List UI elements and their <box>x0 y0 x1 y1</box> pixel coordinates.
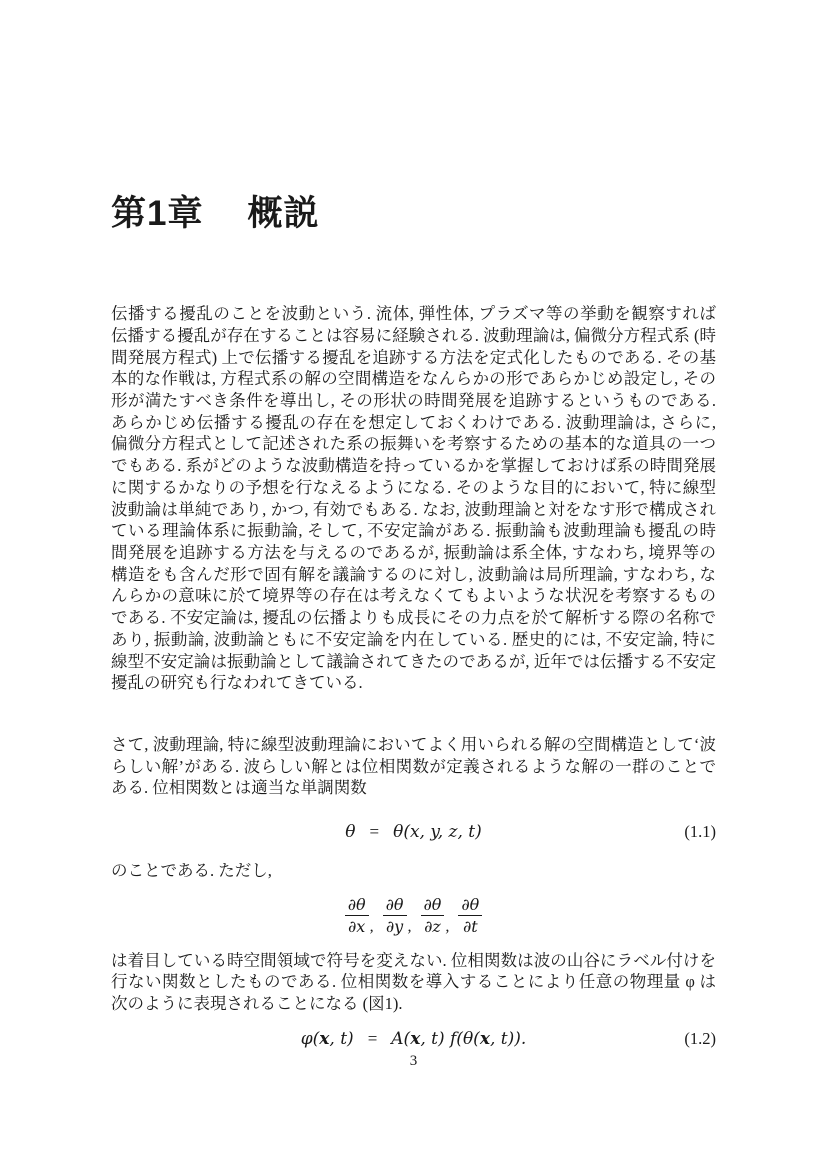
partial-derivatives-display <box>111 890 716 942</box>
interline-text: のことである. ただし, <box>111 861 272 881</box>
paragraph-wavelike-solutions <box>111 734 716 799</box>
equals-sign: = <box>369 822 380 842</box>
equation-1-1 <box>111 820 716 844</box>
text-block <box>111 0 716 1051</box>
comma-separator: , <box>369 917 374 935</box>
text-line: あらかじめ伝播する擾乱の存在を想定しておくわけである. 波動理論は, さらに, <box>111 412 716 432</box>
text-line: 本的な作戦は, 方程式系の解の空間構造をなんらかの形であらかじめ設定し, その <box>111 369 716 389</box>
denominator: ∂x <box>347 917 366 937</box>
phi-term: φ( <box>300 1028 320 1049</box>
page-number: 3 <box>409 1053 418 1069</box>
fraction-dtheta-dz <box>421 895 445 936</box>
text-line: に関するかなりの予想を行なえるようになる. そのような目的において, 特に線型 <box>111 477 716 497</box>
text-line: 行ない関数としたものである. 位相関数を導入することにより任意の物理量 φ は <box>111 972 716 992</box>
comma-separator: , <box>445 917 450 935</box>
text-line: さて, 波動理論, 特に線型波動理論においてよく用いられる解の空間構造として‘波 <box>111 734 716 754</box>
f-theta-term: , t) f(θ( <box>420 1028 480 1049</box>
chapter-number: 第1章 <box>111 194 204 233</box>
bold-x-vector: x <box>410 1028 421 1049</box>
numerator: ∂θ <box>458 895 482 916</box>
text-line: らしい解’がある. 波らしい解とは位相関数が定義されるような解の一群のことで <box>111 756 716 776</box>
fraction-dtheta-dx <box>345 895 369 936</box>
text-line: んらかの意味に於て境界等の存在は考えなくてもよいような状況を考察するもの <box>111 586 716 606</box>
text-line: 構造をも含んだ形で固有解を議論するのに対し, 波動論は局所理論, すなわち, な <box>111 564 717 584</box>
paragraph-phase-function <box>111 950 716 1015</box>
equation-lhs: θ <box>345 822 356 843</box>
comma-separator: , <box>407 917 412 935</box>
text-line: でもある. 系がどのような波動構造を持っているかを掌握しておけば系の時間発展 <box>111 456 716 476</box>
fraction-dtheta-dt <box>458 895 482 936</box>
numerator: ∂θ <box>383 895 407 916</box>
text-line: 波動論は単純であり, かつ, 有効でもある. なお, 波動理論と対をなす形で構成され <box>111 499 717 519</box>
args-close: , t) <box>329 1028 354 1049</box>
text-line: 擾乱の研究も行なわれてきている. <box>111 673 363 693</box>
text-line: は着目している時空間領域で符号を変えない. 位相関数は波の山谷にラベル付けを <box>111 950 716 970</box>
text-line: 偏微分方程式として記述された系の振舞いを考察するための基本的な道具の一つ <box>111 434 716 454</box>
bold-x-vector: x <box>319 1028 330 1049</box>
text-line: 次のように表現されることになる (図1). <box>111 994 403 1014</box>
equation-number: (1.2) <box>684 1028 716 1048</box>
text-line: 伝播する擾乱が存在することは容易に経験される. 波動理論は, 偏微分方程式系 (時 <box>111 325 716 345</box>
text-line: 間発展方程式) 上で伝播する擾乱を追跡する方法を定式化したものである. その基 <box>111 347 716 367</box>
text-line: 線型不安定論は振動論として議論されてきたのであるが, 近年では伝播する不安定 <box>111 651 716 671</box>
equation-number: (1.1) <box>684 822 716 842</box>
denominator: ∂t <box>463 917 478 937</box>
text-line: である. 不安定論は, 擾乱の伝播よりも成長にその力点を於て解析する際の名称で <box>111 608 716 628</box>
text-line: 形が満たすべき条件を導出し, その形状の時間発展を追跡するというものである. <box>111 391 716 411</box>
equation-1-2 <box>111 1027 716 1051</box>
chapter-title <box>111 190 716 237</box>
numerator: ∂θ <box>345 895 369 916</box>
denominator: ∂z <box>424 917 441 937</box>
fraction-dtheta-dy <box>383 895 407 936</box>
text-line: ている理論体系に振動論, そして, 不安定論がある. 振動論も波動理論も擾乱の時 <box>111 521 716 541</box>
numerator: ∂θ <box>421 895 445 916</box>
equation-rhs: θ(x, y, z, t) <box>393 822 482 843</box>
equals-sign: = <box>367 1028 378 1048</box>
text-line: 間発展を追跡する方法を与えるのであるが, 振動論は系全体, すなわち, 境界等の <box>111 542 716 562</box>
text-line: ある. 位相関数とは適当な単調関数 <box>111 778 367 798</box>
chapter-name: 概説 <box>247 194 320 233</box>
amplitude-term: A( <box>391 1028 411 1049</box>
bold-x-vector: x <box>479 1028 490 1049</box>
text-line: 伝播する擾乱のことを波動という. 流体, 弾性体, プラズマ等の挙動を観察すれば <box>111 304 716 324</box>
equation-end: , t)). <box>489 1028 527 1049</box>
text-line: あり, 振動論, 波動論ともに不安定論を内在している. 歴史的には, 不安定論, 特に <box>111 629 716 649</box>
paragraph-intro <box>111 303 716 694</box>
denominator: ∂y <box>385 917 404 937</box>
